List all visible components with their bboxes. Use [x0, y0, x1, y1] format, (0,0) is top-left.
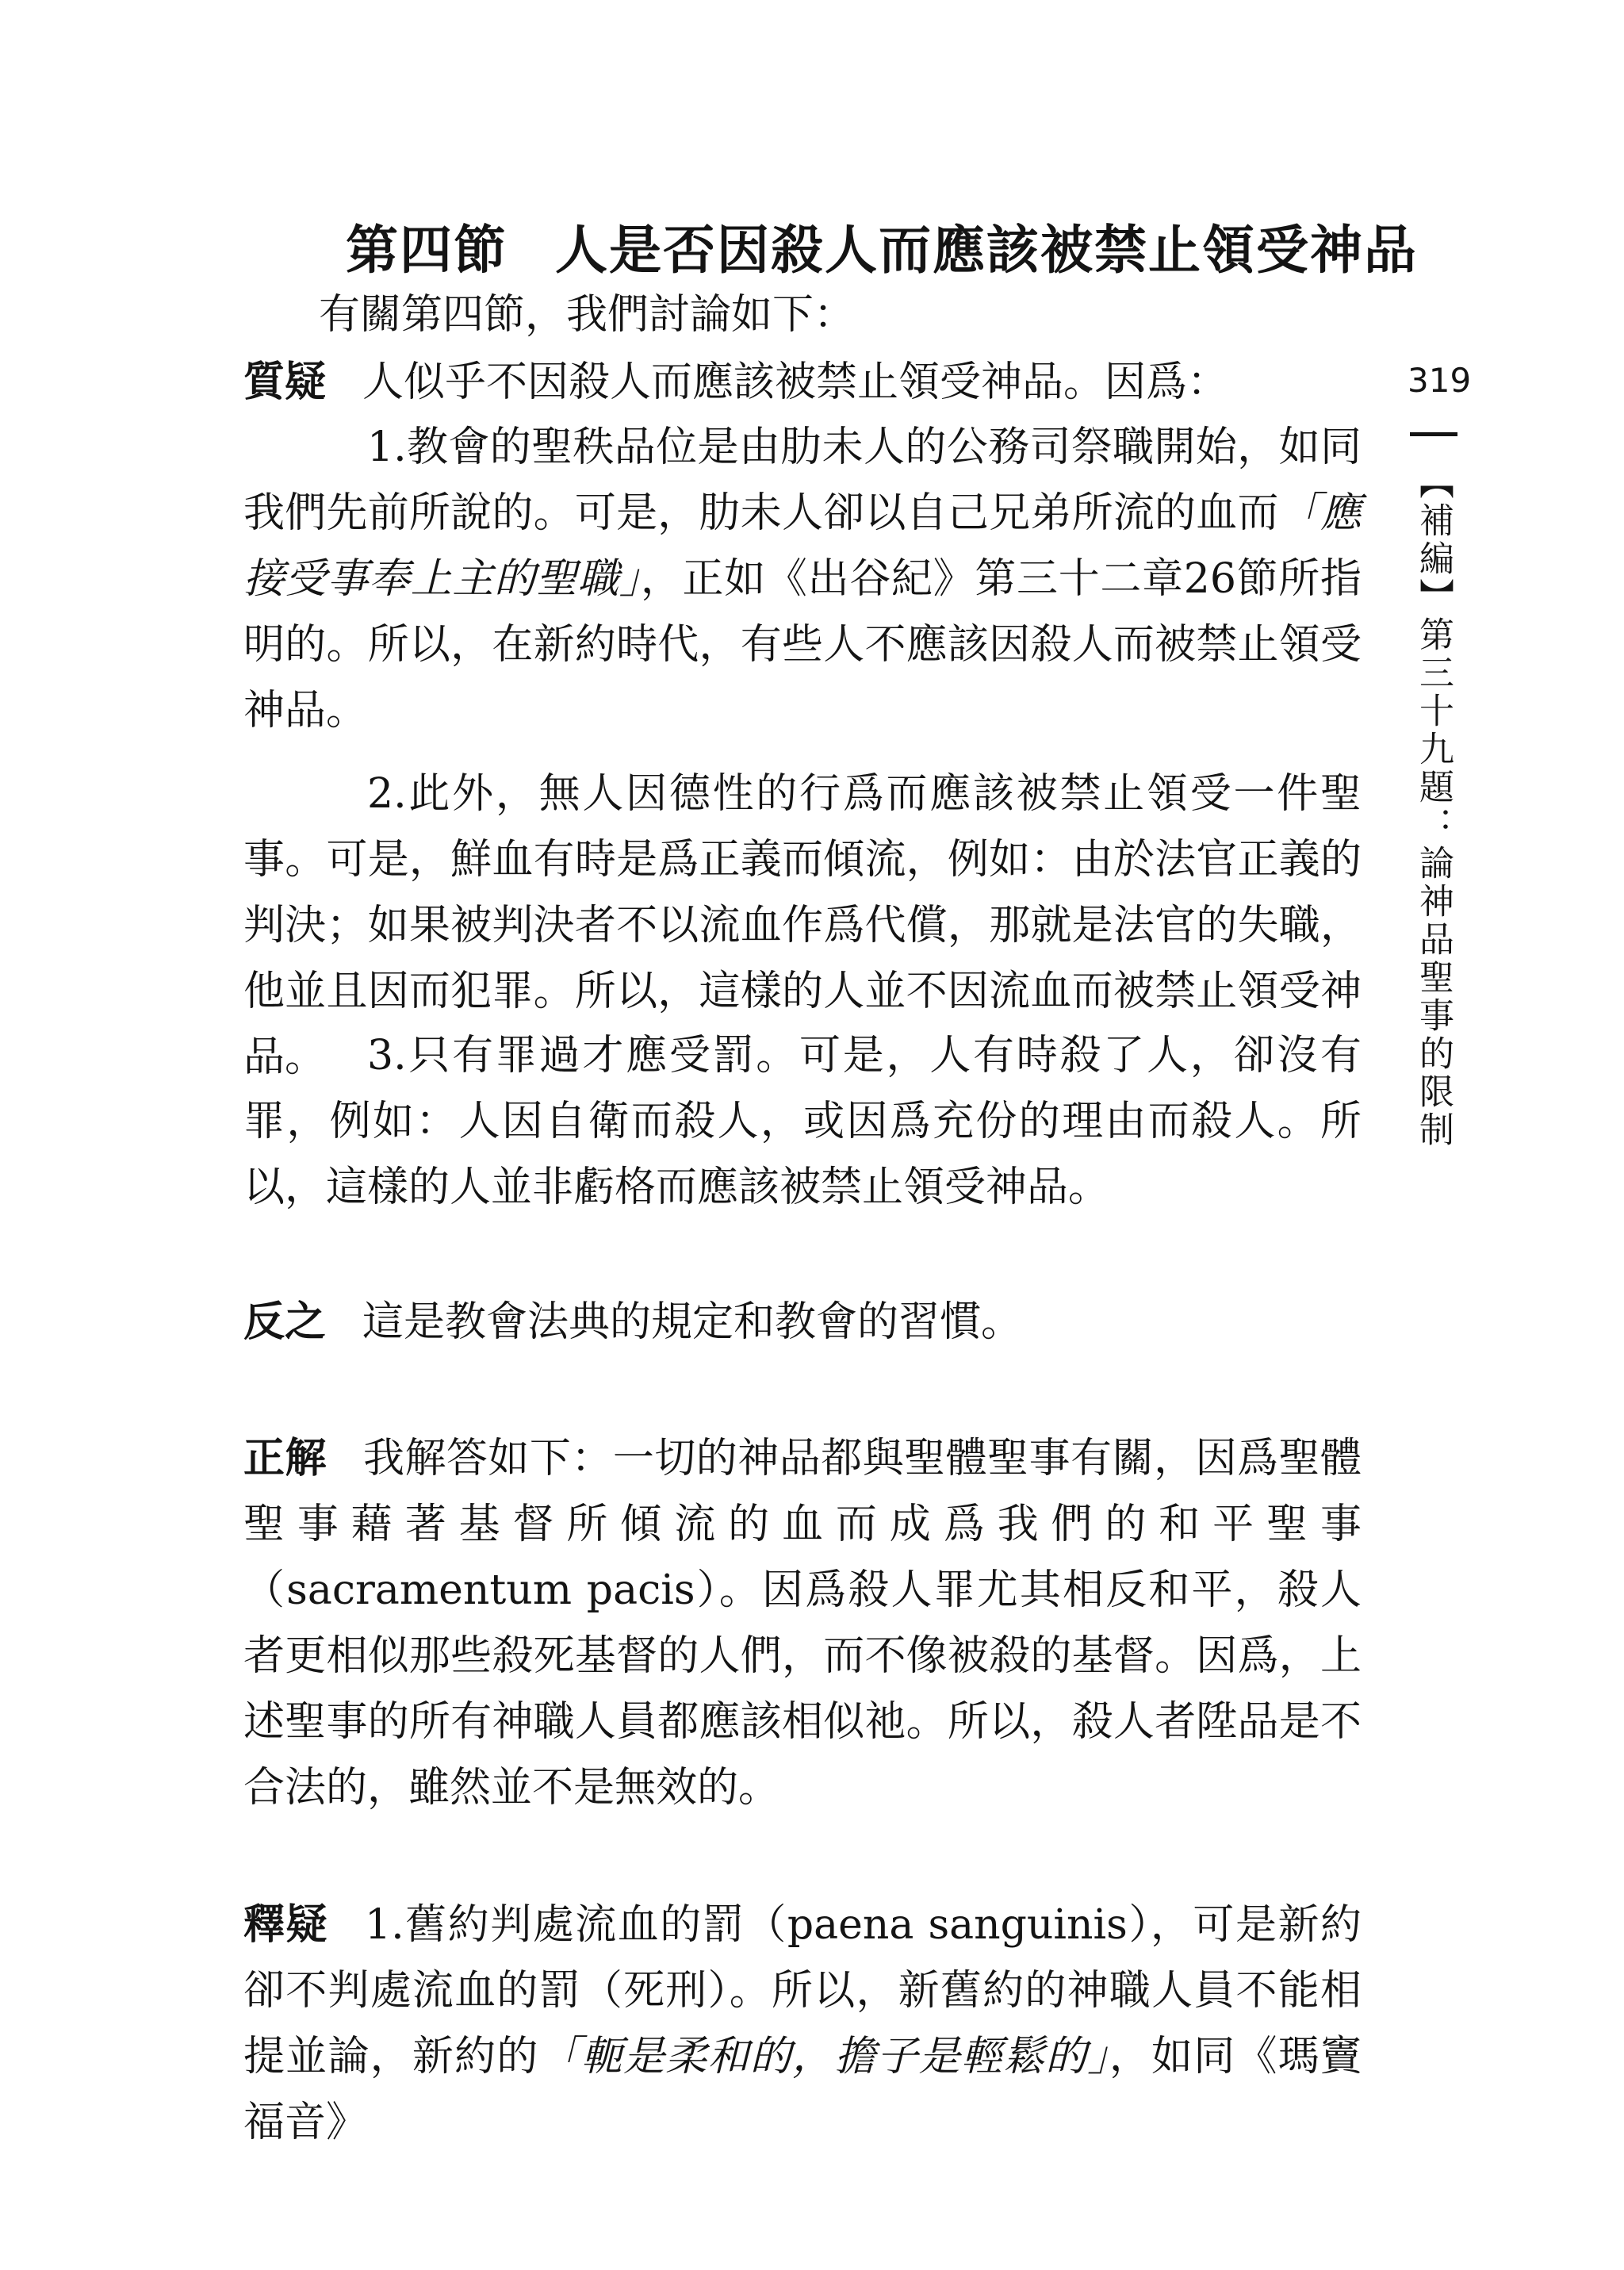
reply-1-quote: 「軛是柔和的，擔子是輕鬆的」	[538, 2033, 1109, 2080]
objection-1-text: 1.教會的聖秩品位是由肋未人的公務司祭職開始，如同我們先前所說的。可是，肋未人卻以自己兄弟所流的血而	[243, 424, 1362, 537]
objections-heading	[243, 349, 1362, 416]
answer	[243, 1425, 1362, 1821]
objection-2: 2.此外，無人因德性的行爲而應該被禁止領受一件聖事。可是，鮮血有時是爲正義而傾流，例如：由於法官正義的判決；如果被判決者不以流血作爲代償，那就是法官的失職，他並且因而犯罪。所以，這樣的人並不因流血而被禁止領受神品。	[243, 770, 1362, 1081]
section-title	[346, 218, 1418, 282]
objection-1-text-end: ，正如《出谷紀》第三十二章26節所指明的。所以，在新約時代，有些人不應該因殺人而被禁止領受神品。	[243, 555, 1362, 734]
reply-1-text-end: ，如同《瑪竇福音》	[243, 2033, 1362, 2146]
section-title-text: 人是否因殺人而應該被禁止領受神品	[555, 219, 1418, 281]
objection-1	[243, 415, 1362, 744]
objections-lead: 人似乎不因殺人而應該被禁止領受神品。因爲：	[362, 359, 1229, 406]
page-number: 319	[1408, 361, 1472, 400]
answer-text: 我解答如下：一切的神品都與聖體聖事有關，因爲聖體聖事藉著基督所傾流的血而成爲我們的和平聖事（sacramentum pacis）。因爲殺人罪尤其相反和平，殺人者更相似那些殺死基督的人們，而不像被殺的基督。因爲，上述聖事的所有神職人員都應該相似祂。所以，殺人者陞品是不合法的，雖然並不是無效的。	[243, 1435, 1362, 1812]
answer-label: 正解	[243, 1434, 327, 1482]
section-intro: 有關第四節，我們討論如下：	[319, 291, 856, 339]
objections-label: 質疑	[243, 358, 327, 406]
running-head: 【補編】第三十九題：論神品聖事的限制	[1413, 464, 1454, 1149]
sed-contra-text: 這是教會法典的規定和教會的習慣。	[362, 1298, 1023, 1346]
sed-contra-label: 反之	[243, 1298, 327, 1346]
reply-1-text: 1.舊約判處流血的罰（paena sanguinis），可是新約卻不判處流血的罰（死刑）。所以，新舊約的神職人員不能相提並論，新約的	[243, 1901, 1362, 2080]
sed-contra	[243, 1289, 1362, 1355]
objection-3: 3.只有罪過才應受罰。可是，人有時殺了人，卻沒有罪，例如：人因自衛而殺人，或因爲充份的理由而殺人。所以，這樣的人並非虧格而應該被禁止領受神品。	[243, 1032, 1362, 1211]
margin-rule	[1410, 432, 1457, 436]
replies-label: 釋疑	[243, 1900, 329, 1949]
reply-1	[243, 1892, 1362, 2156]
objection-1-quote: 「應接受事奉上主的聖職」	[243, 489, 1362, 603]
section-number: 第四節	[346, 219, 508, 281]
